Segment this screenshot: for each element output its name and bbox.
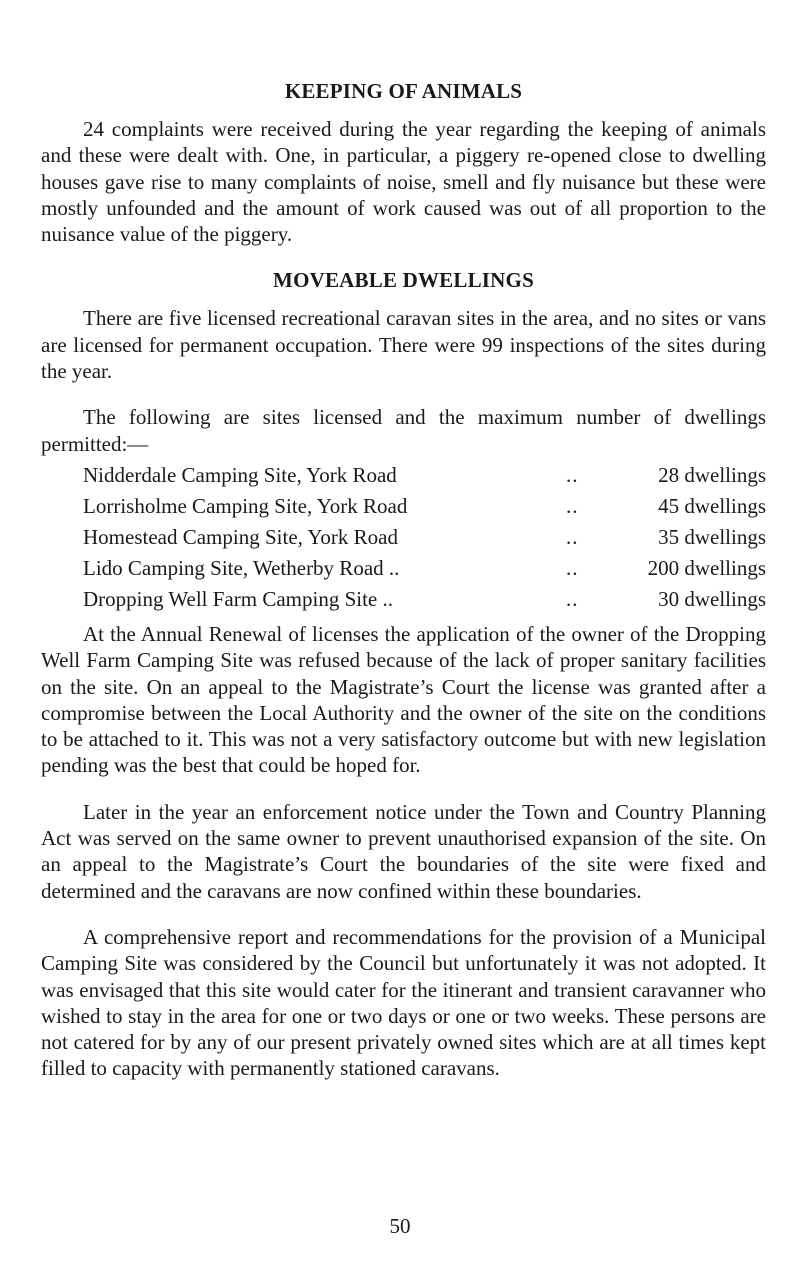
list-item <box>41 522 766 553</box>
dot-leader: .. <box>566 462 579 487</box>
dot-leader: .. <box>566 493 579 518</box>
list-item <box>41 553 766 584</box>
site-name: Dropping Well Farm Camping Site .. <box>83 586 393 611</box>
list-item <box>41 584 766 615</box>
heading-moveable-dwellings: MOVEABLE DWELLINGS <box>273 268 534 293</box>
dwelling-count: 30 dwellings <box>658 586 766 611</box>
dwellings-paragraph-1: There are five licensed recreational caravan sites in the area, and no sites or vans are licensed for permanent occupation. There were 99 inspections of the sites during the year. <box>41 306 766 384</box>
dwelling-count: 45 dwellings <box>658 493 766 518</box>
dwelling-count: 35 dwellings <box>658 524 766 549</box>
list-item <box>41 491 766 522</box>
dwellings-paragraph-2: The following are sites licensed and the maximum number of dwellings permitted:— <box>41 405 766 456</box>
licensed-sites-list <box>41 460 766 615</box>
site-name: Lorrisholme Camping Site, York Road <box>83 493 408 518</box>
dwellings-paragraph-5: A comprehensive report and recommendations for the provision of a Municipal Camping Site was considered by the Council but unfortunately it was not adopted. It was envisaged that this site would cater for the itinerant and transient caravanner who wished to stay in the area for one or two days or one or two weeks. These persons are not catered for by any of our present privately owned sites which are at all times kept filled to capacity with permanently stationed caravans. <box>41 924 766 1081</box>
heading-keeping-of-animals: KEEPING OF ANIMALS <box>284 79 523 103</box>
site-name: Lido Camping Site, Wetherby Road .. <box>83 555 400 580</box>
dwelling-count: 200 dwellings <box>647 555 766 580</box>
animals-paragraph: 24 complaints were received during the year regarding the keeping of animals and these were dealt with. One, in particular, a piggery re-opened close to dwelling houses gave rise to many complaints of noise, smell and fly nuisance but these were mostly unfounded and the amount of work caused was out of all proportion to the nuisance value of the piggery. <box>41 117 766 247</box>
list-item <box>41 460 766 491</box>
page-number: 50 <box>389 1214 411 1238</box>
dot-leader: .. <box>566 524 579 549</box>
dot-leader: .. <box>566 586 579 611</box>
site-name: Nidderdale Camping Site, York Road <box>83 462 397 487</box>
site-name: Homestead Camping Site, York Road <box>83 524 398 549</box>
dot-leader: .. <box>566 555 579 580</box>
dwellings-paragraph-4: Later in the year an enforcement notice under the Town and Country Planning Act was served on the same owner to prevent unauthorised expansion of the site. On an appeal to the Magistrate’s Court the boundaries of the site were fixed and determined and the caravans are now confined within these boundaries. <box>41 799 766 903</box>
dwellings-paragraph-3: At the Annual Renewal of licenses the application of the owner of the Dropping Well Farm Camping Site was refused because of the lack of proper sanitary facilities on the site. On an appeal to the Magistrate’s Court the license was granted after a compromise between the Local Authority and the owner of the site on the conditions to be attached to it. This was not a very satisfactory outcome but with new legislation pending was the best that could be hoped for. <box>41 621 766 778</box>
dwelling-count: 28 dwellings <box>658 462 766 487</box>
